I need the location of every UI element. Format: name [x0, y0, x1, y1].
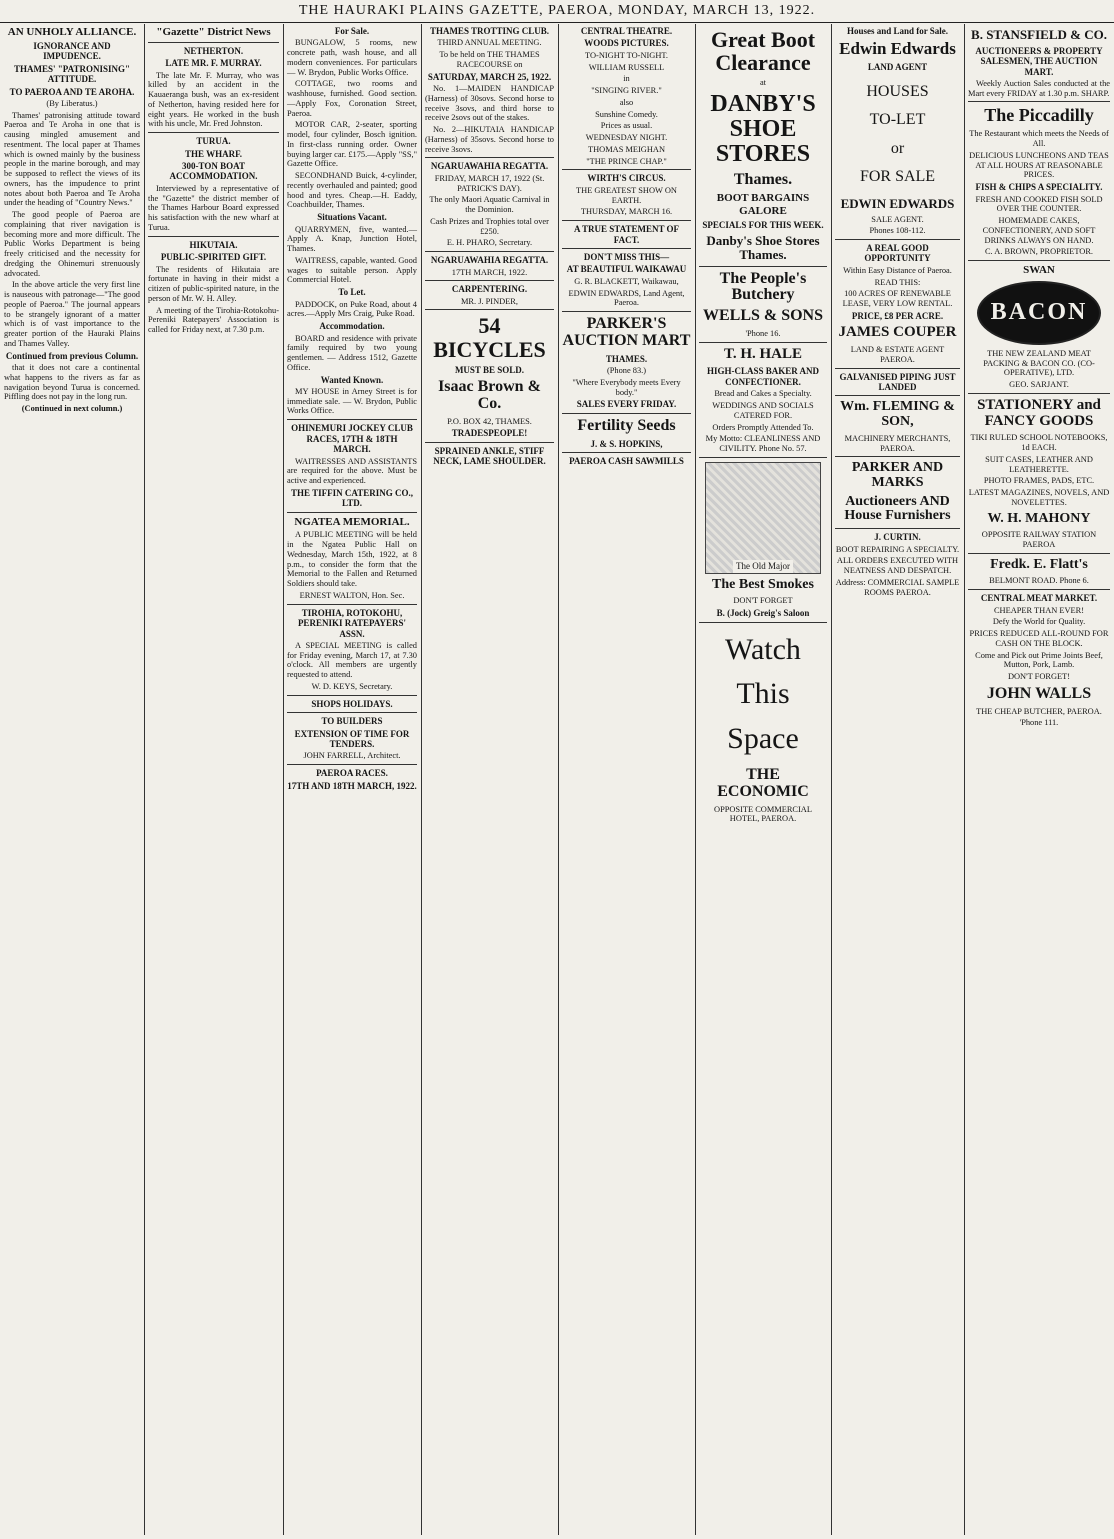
classified-ad: PADDOCK, on Puke Road, about 4 acres.—Apply Mrs Craig, Puke Road.	[287, 299, 417, 319]
ad-text: HOMEMADE CAKES, CONFECTIONERY, AND SOFT DRINKS ALWAYS ON HAND.	[982, 216, 1096, 245]
ad-text: EDWIN EDWARDS, Land Agent, Paeroa.	[568, 288, 685, 308]
ad-signature: E. H. PHARO, Secretary.	[446, 238, 533, 248]
article-paragraph: Thames' patronising attitude toward Paeroa and Te Aroha in one that is causing mingled amusement and resentment. The local paper at Thames which is owned mainly by the business people in the marine borough, and may be supposed to reflect the views of its owners, has the impudence to print notes about both Paeroa and Te Aroha under the heading of "Country News."	[4, 110, 140, 208]
ad-headline: JAMES COUPER	[838, 324, 957, 341]
column-district-news	[144, 24, 283, 1533]
ad-heading: CENTRAL THEATRE.	[580, 26, 673, 36]
ad-text: 'Phone 111.	[1019, 718, 1059, 728]
ad-text: at	[759, 78, 767, 88]
article-subtitle: TO PAEROA AND TE AROHA.	[9, 86, 135, 97]
classified-heading: To Let.	[338, 287, 366, 298]
article-paragraph: In the above article the very first line is nauseous with patronage—"The good people of Paeroa." The journal appears to be strangely ignorant of a matter which is of vast importance to the greater portion of the Hauraki Plains and Thames Valley.	[4, 280, 140, 348]
ad-text: FRIDAY, MARCH 17, 1922 (St. PATRICK'S DAY).	[434, 173, 545, 193]
ad-heading: 17TH AND 18TH MARCH, 1922.	[287, 780, 417, 791]
ad-text: THURSDAY, MARCH 16.	[580, 207, 673, 217]
ad-headline: DANBY'S SHOE STORES	[710, 90, 816, 168]
column-unholy-alliance	[0, 24, 144, 1533]
classified-ad: MY HOUSE in Arney Street is for immediate sale. — W. Brydon, Public Works Office.	[287, 386, 417, 416]
ad-text: LAND & ESTATE AGENT PAEROA.	[850, 345, 945, 364]
ad-headline: Auctioneers AND House Furnishers	[844, 493, 951, 524]
article-paragraph: The residents of Hikutaia are fortunate in having in their midst a citizen of public-spirited nature, in the person of Mr. W. H. Alley.	[148, 264, 279, 303]
ad-headline: 54 BICYCLES	[433, 313, 546, 362]
ad-headline: The Best Smokes	[712, 576, 814, 592]
ad-heading: PAEROA RACES.	[316, 768, 388, 779]
ad-text: in	[623, 74, 630, 84]
ad-heading: NGARUAWAHIA REGATTA.	[430, 161, 549, 172]
ad-heading: OHINEMURI JOCKEY CLUB RACES, 17TH & 18TH MARCH.	[291, 423, 413, 455]
column-shops	[964, 24, 1114, 1533]
ad-heading: DON'T MISS THIS—	[583, 251, 670, 262]
ad-text: PHOTO FRAMES, PADS, ETC.	[983, 476, 1095, 486]
ad-text: THIRD ANNUAL MEETING.	[437, 38, 542, 48]
classified-heading: For Sale.	[334, 26, 370, 36]
column-theatre	[558, 24, 695, 1533]
ad-text: ALL ORDERS EXECUTED WITH NEATNESS AND DESPATCH.	[836, 556, 959, 576]
ad-text: 100 ACRES OF RENEWABLE LEASE, VERY LOW RENTAL.	[842, 289, 953, 309]
ad-text: "THE PRINCE CHAP."	[586, 156, 667, 166]
article-paragraph: Interviewed by a representative of the "Gazette" the district member of the Thames Harbour Board expressed his satisfaction with the new wharf at Turua.	[148, 183, 279, 232]
ad-heading: SHOPS HOLIDAYS.	[311, 698, 393, 709]
ad-headline: PARKER AND MARKS	[851, 460, 944, 491]
ad-text: OPPOSITE RAILWAY STATION PAEROA	[981, 530, 1097, 549]
ad-text: OPPOSITE COMMERCIAL HOTEL, PAEROA.	[714, 804, 812, 824]
article-title: AN UNHOLY ALLIANCE.	[7, 26, 137, 38]
ad-heading: LAND AGENT	[867, 62, 928, 73]
ad-text: WEDNESDAY NIGHT.	[585, 133, 668, 143]
ad-heading: SPRAINED ANKLE, STIFF NECK, LAME SHOULDER.	[433, 445, 546, 467]
continued-note: Continued from previous Column.	[5, 350, 139, 361]
ad-heading: SWAN	[1023, 264, 1055, 277]
ad-headline: T. H. HALE	[723, 345, 803, 362]
ad-heading: J. CURTIN.	[874, 532, 921, 543]
bacon-logo-text: BACON	[990, 298, 1088, 325]
continued-note: (Continued in next column.)	[21, 404, 123, 414]
ad-headline: Fertility Seeds	[577, 416, 676, 434]
ad-text: Defy the World for Quality.	[992, 617, 1086, 627]
ad-text: READ THIS:	[874, 277, 921, 287]
ad-text: 17TH MARCH, 1922.	[451, 267, 528, 277]
ad-text: also	[619, 97, 634, 107]
ad-text: Cash Prizes and Trophies total over £250.	[430, 216, 549, 236]
ad-headline: JOHN WALLS	[986, 684, 1092, 702]
ad-headline: WELLS & SONS	[702, 307, 824, 325]
ad-text: "SINGING RIVER."	[591, 86, 662, 96]
ad-heading: BOOT BARGAINS GALORE	[716, 192, 810, 218]
ad-heading: TRADESPEOPLE!	[451, 428, 528, 439]
column-land-agents	[831, 24, 964, 1533]
classified-ad: MOTOR CAR, 2-seater, sporting model, four cylinder, Bosch ignition. In first-class running order. Owner buying larger car. £175.—Apply "SS," Gazette Office.	[287, 120, 417, 169]
ad-text: Sunshine Comedy.	[595, 109, 658, 119]
ad-headline: Thames.	[733, 170, 793, 188]
ad-heading: PAEROA CASH SAWMILLS	[569, 456, 684, 467]
ad-text: FRESH AND COOKED FISH SOLD OVER THE COUNTER.	[975, 194, 1103, 214]
ad-heading: Houses and Land for Sale.	[846, 26, 949, 36]
ad-heading: TIROHIA, ROTOKOHU, PERENIKI RATEPAYERS' ASSN.	[297, 607, 407, 639]
ad-heading: GALVANISED PIPING JUST LANDED	[839, 371, 956, 393]
classified-ad: BOARD and residence with private family required by two young gentlemen. — Address 1512, Gazette Office.	[287, 333, 417, 372]
ad-headline: Space	[727, 722, 799, 756]
ad-text: SALE AGENT.	[871, 214, 924, 224]
ad-heading: A TRUE STATEMENT OF FACT.	[573, 224, 680, 245]
ad-heading: SPECIALS FOR THIS WEEK.	[702, 219, 824, 230]
column-classifieds	[283, 24, 421, 1533]
ad-headline: Watch	[725, 632, 801, 666]
ad-headline: W. H. MAHONY	[987, 510, 1091, 526]
ad-text: Bread and Cakes a Specialty.	[714, 389, 812, 399]
ad-text: BELMONT ROAD. Phone 6.	[989, 576, 1089, 586]
ad-text: P.O. BOX 42, THAMES.	[447, 416, 532, 426]
ad-heading: NGARUAWAHIA REGATTA.	[430, 255, 549, 266]
ad-text: Phones 108-112.	[869, 226, 926, 236]
ad-text: To be held on THE THAMES RACECOURSE on	[439, 50, 540, 69]
ad-text: DON'T FORGET!	[1007, 672, 1071, 682]
district-heading: NETHERTON.	[183, 45, 244, 56]
ad-text: PRICES REDUCED ALL-ROUND FOR CASH ON THE BLOCK.	[969, 629, 1109, 648]
ad-text: TO-NIGHT TO-NIGHT.	[585, 50, 668, 60]
classified-ad: SECONDHAND Buick, 4-cylinder, recently overhauled and painted; good hood and tyres. Cheap.—H. Eaddy, Coachbuilder, Thames.	[287, 171, 417, 210]
ad-headline: THE ECONOMIC	[717, 766, 809, 800]
article-paragraph: The good people of Paeroa are complaining that river navigation is becoming more and more difficult. The Public Works Department is being freely criticised and the necessity for dredging the Ohinemuri strenuously advocated.	[4, 210, 140, 278]
ad-text: SUIT CASES, LEATHER AND LEATHERETTE.	[985, 454, 1093, 474]
ad-text: CHEAPER THAN EVER!	[993, 605, 1085, 615]
article-subtitle: IGNORANCE AND IMPUDENCE.	[33, 40, 111, 62]
ad-heading: CENTRAL MEAT MARKET.	[980, 593, 1098, 604]
article-heading: LATE MR. F. MURRAY.	[165, 58, 262, 69]
ad-headline: HOUSES	[866, 82, 929, 100]
ad-headline: Isaac Brown & Co.	[438, 378, 541, 412]
ad-headline: Edwin Edwards	[839, 39, 956, 59]
article-paragraph: A meeting of the Tirohia-Rotokohu-Pereniki Ratepayers' Association is called for Friday next, at 7.30 p.m.	[148, 305, 279, 334]
classified-ad: BUNGALOW, 5 rooms, new concrete path, wash house, and all modern conveniences. For particulars — W. Brydon, Public Works Office.	[287, 38, 417, 77]
old-major-illustration	[705, 462, 821, 574]
ad-text: TIKI RULED SCHOOL NOTEBOOKS, 1d EACH.	[970, 433, 1108, 453]
ad-headline: EDWIN EDWARDS	[840, 195, 955, 211]
ad-headline: FOR SALE	[859, 168, 936, 186]
ad-heading: WOODS PICTURES.	[584, 38, 669, 49]
ad-heading: CARPENTERING.	[451, 284, 528, 295]
ad-headline: Danby's Shoe Stores Thames.	[706, 233, 820, 262]
ad-text: DON'T FORGET	[733, 596, 793, 606]
ad-text: THE NEW ZEALAND MEAT PACKING & BACON CO. (CO-OPERATIVE), LTD.	[983, 348, 1095, 378]
ad-headline: This	[736, 677, 790, 711]
ad-text: WILLIAM RUSSELL	[588, 62, 665, 72]
ad-signature: JOHN FARRELL, Architect.	[303, 751, 401, 761]
article-heading: PUBLIC-SPIRITED GIFT.	[160, 252, 267, 263]
classified-ad: WAITRESSES AND ASSISTANTS are required for the above. Must be active and experienced.	[287, 456, 417, 485]
ad-text: The only Maori Aquatic Carnival in the Dominion.	[429, 195, 550, 215]
ad-heading: TO BUILDERS	[321, 716, 383, 727]
column-events	[421, 24, 558, 1533]
ad-signature: THE TIFFIN CATERING CO., LTD.	[291, 487, 413, 509]
ad-heading: THAMES.	[605, 353, 648, 364]
article-subtitle: THAMES' "PATRONISING" ATTITUDE.	[14, 63, 130, 85]
ad-heading: AUCTIONEERS & PROPERTY SALESMEN, THE AUCTION MART.	[975, 45, 1103, 77]
ad-text: Come and Pick out Prime Joints Beef, Mutton, Pork, Lamb.	[975, 650, 1103, 670]
classified-ad: WAITRESS, capable, wanted. Good wages to suitable person. Apply Commercial Hotel.	[287, 255, 417, 285]
ad-headline: B. STANSFIELD & CO.	[971, 27, 1107, 42]
ad-heading: NGATEA MEMORIAL.	[294, 515, 410, 528]
ad-text: GEO. SARJANT.	[1009, 380, 1069, 390]
ad-text: DELICIOUS LUNCHEONS AND TEAS AT ALL HOURS AT REASONABLE PRICES.	[969, 150, 1109, 180]
ad-text: 'Phone 16.	[745, 328, 781, 338]
byline: (By Liberatus.)	[46, 98, 98, 108]
section-title: "Gazette" District News	[156, 26, 271, 38]
ad-heading: THAMES TROTTING CLUB.	[429, 26, 550, 36]
notice-text: A PUBLIC MEETING will be held in the Ngatea Public Hall on Wednesday, March 15th, 1922, at 8 p.m., to consider the form that the Memorial to the Fallen and Returned Soldiers should take.	[287, 530, 417, 589]
ad-heading: J. & S. HOPKINS,	[590, 438, 663, 449]
ad-headline: STATIONERY and FANCY GOODS	[977, 396, 1101, 429]
ad-signature: ERNEST WALTON, Hon. Sec.	[299, 590, 405, 600]
bacon-logo	[977, 281, 1101, 345]
ad-headline: Wm. FLEMING & SON,	[840, 399, 955, 430]
illustration-caption: The Old Major	[733, 560, 793, 572]
article-heading: 300-TON BOAT ACCOMMODATION.	[169, 161, 258, 182]
classified-ad: COTTAGE, two rooms and washhouse, furnished. Good section.—Apply Fox, Coronation Street, Paeroa.	[287, 79, 417, 118]
classified-heading: Accommodation.	[319, 321, 385, 332]
district-heading: TURUA.	[196, 136, 231, 147]
ad-headline: The Piccadilly	[984, 105, 1094, 126]
ad-text: THE CHEAP BUTCHER, PAEROA.	[976, 706, 1102, 716]
ad-text: LATEST MAGAZINES, NOVELS, AND NOVELETTES.	[968, 488, 1110, 507]
ad-heading: WIRTH'S CIRCUS.	[587, 173, 666, 184]
notice-text: A SPECIAL MEETING is called for Friday evening, March 17, at 7.30 o'clock. All members are urgently requested to attend.	[287, 640, 417, 680]
classified-ad: QUARRYMEN, five, wanted.—Apply A. Knap, Junction Hotel, Thames.	[287, 224, 417, 254]
article-paragraph: The late Mr. F. Murray, who was killed by an accident in the Kauaeranga bush, was an ex-resident of Netherton, having resided here for eight years. He worked in the bush with his uncle, Mr. Fred Johnston.	[148, 70, 279, 129]
ad-heading: FISH & CHIPS A SPECIALITY.	[975, 182, 1103, 193]
ad-headline: The People's Butchery	[719, 269, 807, 304]
ad-heading: MUST BE SOLD.	[454, 364, 525, 375]
ad-heading: PRICE, £8 PER ACRE.	[851, 310, 944, 321]
classified-heading: Wanted Known.	[320, 374, 384, 385]
ad-heading: SALES EVERY FRIDAY.	[576, 399, 677, 410]
ad-heading: HIGH-CLASS BAKER AND CONFECTIONER.	[706, 366, 820, 387]
ad-headline: TO-LET	[869, 111, 926, 129]
ad-heading: EXTENSION OF TIME FOR TENDERS.	[294, 728, 410, 749]
ad-text: THOMAS MEIGHAN	[587, 144, 665, 154]
ad-heading: AT BEAUTIFUL WAIKAWAU	[566, 264, 687, 275]
ad-text: C. A. BROWN, PROPRIETOR.	[984, 247, 1094, 257]
district-heading: HIKUTAIA.	[189, 239, 238, 250]
ad-text: MACHINERY MERCHANTS, PAEROA.	[844, 433, 951, 453]
ad-text: Weekly Auction Sales conducted at the Mart every FRIDAY at 1.30 p.m. SHARP.	[968, 78, 1110, 98]
ad-text: (Phone 83.)	[606, 366, 647, 376]
ad-text: G. R. BLACKETT, Waikawau,	[574, 276, 679, 286]
ad-text: Prices as usual.	[600, 121, 653, 131]
column-boots	[695, 24, 831, 1533]
ad-headline: PARKER'S AUCTION MART	[562, 315, 691, 349]
ad-text: BOOT REPAIRING A SPECIALTY.	[835, 544, 960, 554]
ad-heading: SATURDAY, MARCH 25, 1922.	[427, 71, 552, 82]
ad-text: Within Easy Distance of Paeroa.	[843, 265, 952, 275]
ad-text: WEDDINGS AND SOCIALS CATERED FOR.	[712, 401, 814, 420]
ad-text: My Motto: CLEANLINESS AND CIVILITY. Phone No. 57.	[705, 434, 821, 454]
ad-text: Orders Promptly Attended To.	[712, 422, 814, 432]
ad-text: Address: COMMERCIAL SAMPLE ROOMS PAEROA.	[835, 577, 960, 597]
ad-text: MR. J. PINDER,	[460, 296, 518, 306]
ad-text: No. 1—MAIDEN HANDICAP (Harness) of 30sovs. Second horse to receive 3sovs, and third horse to receive 2sovs out of the stakes.	[425, 84, 554, 123]
ad-text: The Restaurant which meets the Needs of All.	[969, 129, 1109, 149]
ad-headline: Great Boot Clearance	[710, 27, 816, 76]
ad-signature: W. D. KEYS, Secretary.	[311, 681, 393, 691]
ad-headline: Fredk. E. Flatt's	[990, 556, 1088, 572]
masthead: THE HAURAKI PLAINS GAZETTE, PAEROA, MONDAY, MARCH 13, 1922.	[0, 0, 1114, 23]
article-heading: THE WHARF.	[184, 148, 242, 159]
article-paragraph: that it does not care a continental what happens to the rivers as far as navigation beyond Turua is concerned. Piffling does not pay in the long run.	[4, 363, 140, 402]
ad-headline: or	[890, 139, 905, 157]
classified-heading: Situations Vacant.	[317, 212, 387, 223]
ad-text: "Where Everybody meets Every body."	[572, 377, 681, 397]
ad-heading: A REAL GOOD OPPORTUNITY	[864, 243, 931, 264]
ad-text: No. 2—HIKUTAIA HANDICAP (Harness) of 35sovs. Second horse to receive 3sovs.	[425, 125, 554, 154]
ad-text: THE GREATEST SHOW ON EARTH.	[576, 185, 677, 205]
ad-heading: B. (Jock) Greig's Saloon	[716, 608, 810, 619]
